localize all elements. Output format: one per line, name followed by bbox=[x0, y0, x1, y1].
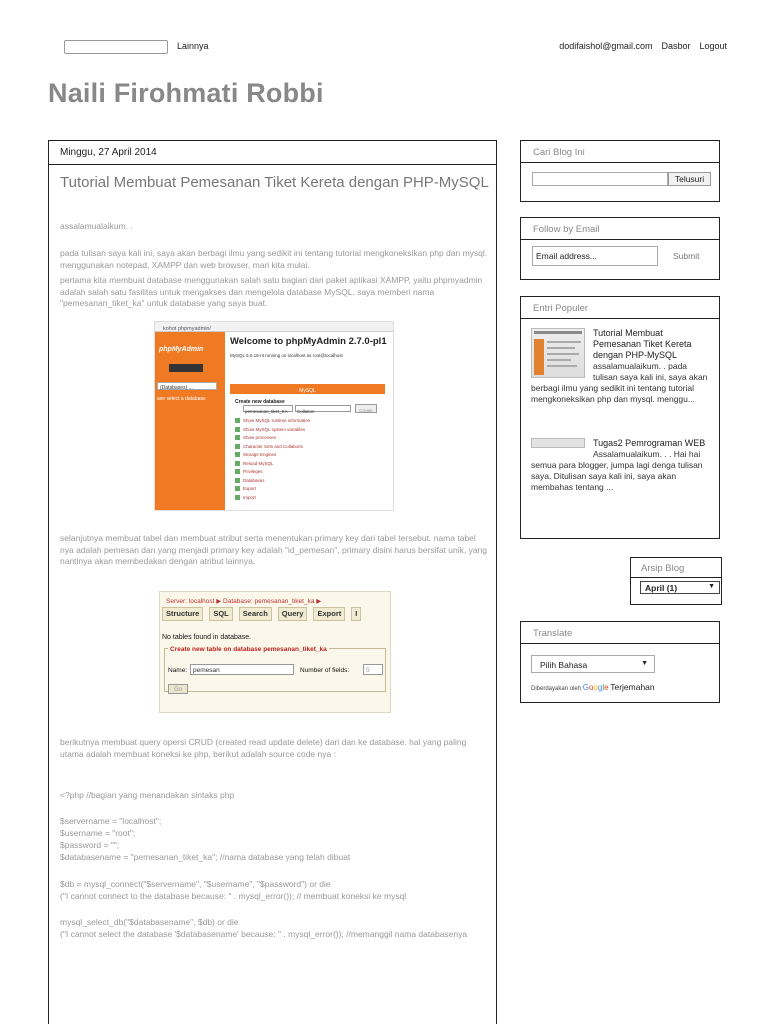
pma-menu-item: Show MySQL system variables bbox=[235, 426, 310, 435]
navbar-email: dodifaishol@gmail.com bbox=[559, 41, 653, 51]
widget-title: Entri Populer bbox=[521, 297, 719, 319]
widget-follow-email bbox=[520, 217, 720, 280]
popular-post-thumbnail[interactable] bbox=[531, 328, 585, 378]
pma-menu-item: Databases bbox=[235, 477, 310, 486]
widget-translate bbox=[520, 621, 720, 703]
code-line: $username = "root"; bbox=[60, 828, 136, 838]
navbar-more-link[interactable]: Lainnya bbox=[177, 41, 209, 51]
post-container bbox=[48, 140, 497, 1024]
language-select[interactable] bbox=[531, 655, 655, 673]
google-logo[interactable]: Google bbox=[582, 683, 609, 692]
navbar-search-input[interactable] bbox=[64, 40, 168, 54]
chevron-down-icon: ▼ bbox=[641, 660, 648, 667]
pma-tab: Search bbox=[239, 607, 272, 621]
popular-post-title[interactable]: Tutorial Membuat Pemesanan Tiket Kereta dengan PHP-MySQL bbox=[593, 328, 692, 360]
widget-title: Cari Blog Ini bbox=[521, 141, 719, 163]
code-line: ("I cannot select the database '$databasename' because: " . mysql_error()); //memanggil nama databasenya bbox=[60, 929, 468, 939]
chevron-down-icon: ▼ bbox=[708, 583, 715, 590]
post-paragraph: assalamualaikum. . bbox=[60, 221, 133, 231]
pma-menu-item: Import bbox=[235, 494, 310, 503]
post-title[interactable]: Tutorial Membuat Pemesanan Tiket Kereta dengan PHP-MySQL bbox=[60, 174, 489, 191]
pma-menu-item: Privileges bbox=[235, 468, 310, 477]
pma-db-name-input: pemesanan_tiket_KA bbox=[243, 405, 293, 412]
pma-create-button: Create bbox=[355, 404, 377, 413]
pma-breadcrumb: Server: localhost ▶ Database: pemesanan_tiket_ka ▶ bbox=[166, 598, 322, 605]
pma-go-button: Go bbox=[168, 684, 188, 694]
post-paragraph: berikutnya membuat query opersi CRUD (created read update delete) dari dan ke database. hal yang paling utama adalah membuat koneksi ke php, berikut adalah source code nya : bbox=[60, 737, 467, 759]
popular-post-thumbnail[interactable] bbox=[531, 438, 585, 448]
widget-popular-posts bbox=[520, 296, 720, 539]
popular-post bbox=[531, 438, 713, 493]
post-paragraph: pertama kita membuat database menggunakan salah satu bagian dari paket aplikasi XAMPP, yaitu phpmyadmin adalah salah satu fasilitas untuk mengakses dan mengelola database MySQL. saya memberi nama "pemesanan_tiket_ka" untuk database yang saya buat. bbox=[60, 275, 483, 308]
code-line: $databasename = "pemesanan_tiket_ka"; //nama database yang telah dibuat bbox=[60, 852, 351, 862]
widget-search bbox=[520, 140, 720, 202]
pma-menu-item: Show MySQL runtime information bbox=[235, 417, 310, 426]
navbar-dashboard-link[interactable]: Dasbor bbox=[661, 41, 691, 51]
post-image-phpmyadmin[interactable] bbox=[154, 321, 394, 511]
widget-title: Arsip Blog bbox=[631, 558, 721, 578]
popular-post bbox=[531, 328, 713, 405]
pma-menu-item: Storage Engines bbox=[235, 451, 310, 460]
post-date: Minggu, 27 April 2014 bbox=[49, 141, 496, 165]
pma-create-db-label: Create new database bbox=[235, 399, 285, 405]
pma-menu-item: Export bbox=[235, 485, 310, 494]
navbar-logout-link[interactable]: Logout bbox=[699, 41, 727, 51]
widget-title: Follow by Email bbox=[521, 218, 719, 240]
submit-button[interactable]: Submit bbox=[673, 251, 700, 261]
translate-link[interactable]: Terjemahan bbox=[610, 682, 655, 692]
pma-fields-label: Number of fields: bbox=[300, 667, 350, 674]
pma-version: MySQL 5.0.18-nt running on localhost as root@localhost bbox=[230, 353, 343, 358]
archive-select[interactable] bbox=[640, 581, 720, 594]
pma-collation-select: Collation bbox=[295, 405, 351, 412]
code-line: mysql_select_db("$databasename", $db) or die bbox=[60, 917, 239, 927]
code-line: $password = ""; bbox=[60, 840, 120, 850]
pma-mysql-header: MySQL bbox=[230, 384, 385, 394]
pma-tab: I bbox=[351, 607, 361, 621]
post-image-create-table[interactable] bbox=[159, 591, 391, 713]
post-paragraph: selanjutnya membuat tabel dan membuat atribut serta menentukan primary key dari tabel tersebut. nama tabel nya adalah pemesan dan yang menjadi primary key adalah "id_pemesan", primary disini harus bersifat unik, yang nantinya akan membedakan dengan atribut lainnya. bbox=[60, 533, 488, 566]
pma-select-hint: ase select a database bbox=[157, 396, 206, 402]
pma-no-tables: No tables found in database. bbox=[162, 634, 252, 641]
email-input[interactable]: Email address... bbox=[532, 246, 658, 266]
pma-tab: SQL bbox=[209, 607, 232, 621]
pma-tab: Query bbox=[278, 607, 308, 621]
pma-welcome: Welcome to phpMyAdmin 2.7.0-pl1 bbox=[230, 336, 387, 347]
pma-menu bbox=[235, 417, 310, 502]
popular-post-snippet: assalamualaikum. . pada tulisan saya kali ini, saya akan berbagi ilmu yang sedikit ini tentang tutorial mengkoneksikan php dan mysql. menggu... bbox=[531, 361, 708, 404]
navbar-account bbox=[559, 41, 727, 51]
pma-create-table-legend: Create new table on database pemesanan_tiket_ka bbox=[168, 644, 329, 656]
pma-menu-item: Show processes bbox=[235, 434, 310, 443]
language-select-value: Pilih Bahasa bbox=[540, 660, 588, 670]
popular-post-title[interactable]: Tugas2 Pemrograman WEB bbox=[593, 438, 706, 448]
blog-title[interactable]: Naili Firohmati Robbi bbox=[48, 78, 324, 108]
blog-search-input[interactable] bbox=[532, 172, 668, 186]
code-line: ("I cannot connect to the database because: " . mysql_error()); // membuat koneksi ke mysql bbox=[60, 891, 407, 901]
code-line: $servername = "localhost"; bbox=[60, 816, 162, 826]
pma-fields-input: 5 bbox=[363, 664, 383, 675]
pma-menu-item: Character Sets and Collations bbox=[235, 443, 310, 452]
pma-name-label: Name: bbox=[168, 667, 188, 674]
popular-post-snippet: Assalamualaikum. . . Hai hai semua para blogger, jumpa lagi denga tulisan saya. Ditulisan saya kali ini, saya akan membahas tentang ... bbox=[531, 449, 703, 492]
post-paragraph: pada tulisan saya kali ini, saya akan berbagi ilmu yang sedikit ini tentang tutorial mengkoneksikan php dan mysql. menggunakan notepad, XAMPP dan web browser, mari kita mulai. bbox=[60, 248, 488, 270]
powered-by-label: Diberdayakan oleh bbox=[531, 686, 582, 692]
google-translate-attribution bbox=[531, 682, 655, 692]
pma-menu-item: Reload MySQL bbox=[235, 460, 310, 469]
pma-tab: Structure bbox=[162, 607, 203, 621]
archive-select-value: April (1) bbox=[645, 583, 678, 593]
pma-name-input: pemesan bbox=[190, 664, 294, 675]
pma-tabs bbox=[162, 607, 361, 621]
widget-archive bbox=[630, 557, 722, 605]
code-line: <?php //bagian yang menandakan sintaks php bbox=[60, 790, 235, 800]
pma-logo: phpMyAdmin bbox=[159, 346, 204, 353]
browser-url: kohot phpmyadmin/ bbox=[155, 322, 393, 332]
pma-toolbar-icons bbox=[169, 364, 203, 372]
code-line: $db = mysql_connect("$servername", "$username", "$password") or die bbox=[60, 879, 331, 889]
pma-sidebar bbox=[155, 332, 225, 511]
search-button[interactable]: Telusuri bbox=[668, 172, 711, 186]
blogger-navbar bbox=[0, 0, 768, 30]
pma-db-select: (Databases) ... bbox=[157, 382, 217, 390]
pma-tab: Export bbox=[313, 607, 345, 621]
widget-title: Translate bbox=[521, 622, 719, 644]
